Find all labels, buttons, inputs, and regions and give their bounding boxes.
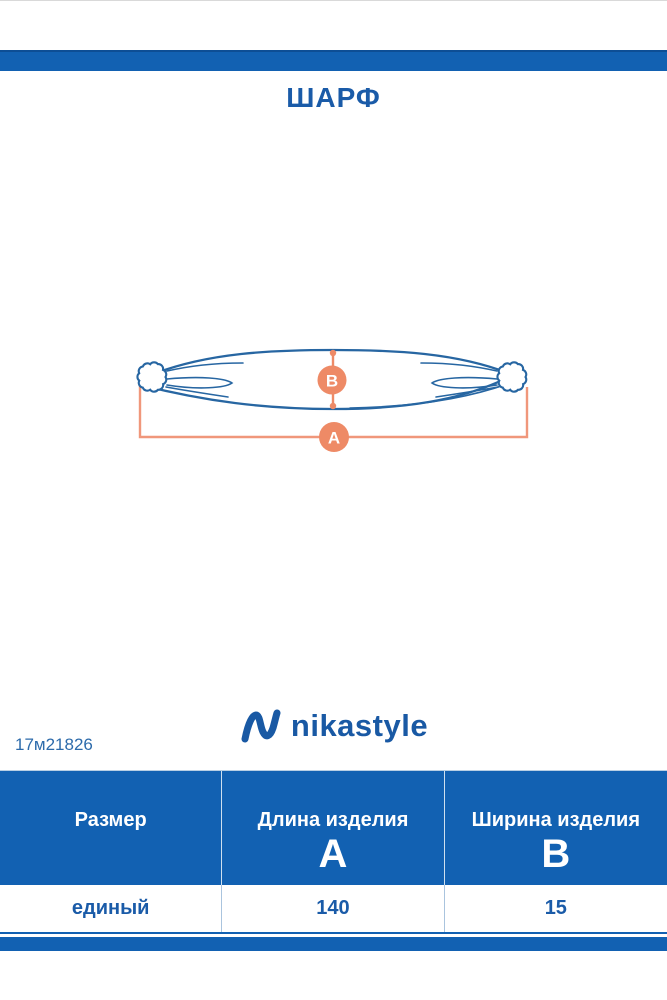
- header-label: Ширина изделия: [471, 809, 641, 831]
- header-cell-size: [0, 771, 222, 885]
- brand-name: nikastyle: [290, 708, 429, 743]
- table-row: [0, 885, 667, 934]
- pompom-left-icon: [137, 362, 166, 391]
- brand-logo: [0, 700, 667, 752]
- scarf-diagram-svg: [110, 325, 560, 465]
- header-letter: B: [541, 832, 571, 876]
- product-code: 17м21826: [15, 735, 93, 754]
- header-letter: A: [318, 832, 348, 876]
- measure-a-marker: [319, 422, 349, 452]
- cell-size: единый: [0, 885, 222, 932]
- bottom-accent-bar: [0, 937, 667, 951]
- footer-row: [0, 700, 667, 760]
- top-hairline: [0, 0, 667, 1]
- header-cell-width: [445, 771, 667, 885]
- scarf-diagram: [110, 325, 560, 465]
- header-label: Длина изделия: [257, 809, 409, 831]
- pompom-right-icon: [497, 362, 526, 391]
- nikastyle-wave-icon: [239, 705, 281, 747]
- size-table: [0, 770, 667, 934]
- cell-length: 140: [222, 885, 444, 932]
- measure-b-marker: [318, 366, 347, 395]
- page-title: ШАРФ: [286, 82, 381, 113]
- measure-a-label: A: [327, 428, 341, 448]
- table-header: [0, 771, 667, 885]
- header-cell-length: [222, 771, 444, 885]
- measure-b-label: B: [325, 371, 339, 391]
- header-label: Размер: [74, 809, 147, 831]
- cell-width: 15: [544, 897, 567, 919]
- top-accent-bar: [0, 50, 667, 71]
